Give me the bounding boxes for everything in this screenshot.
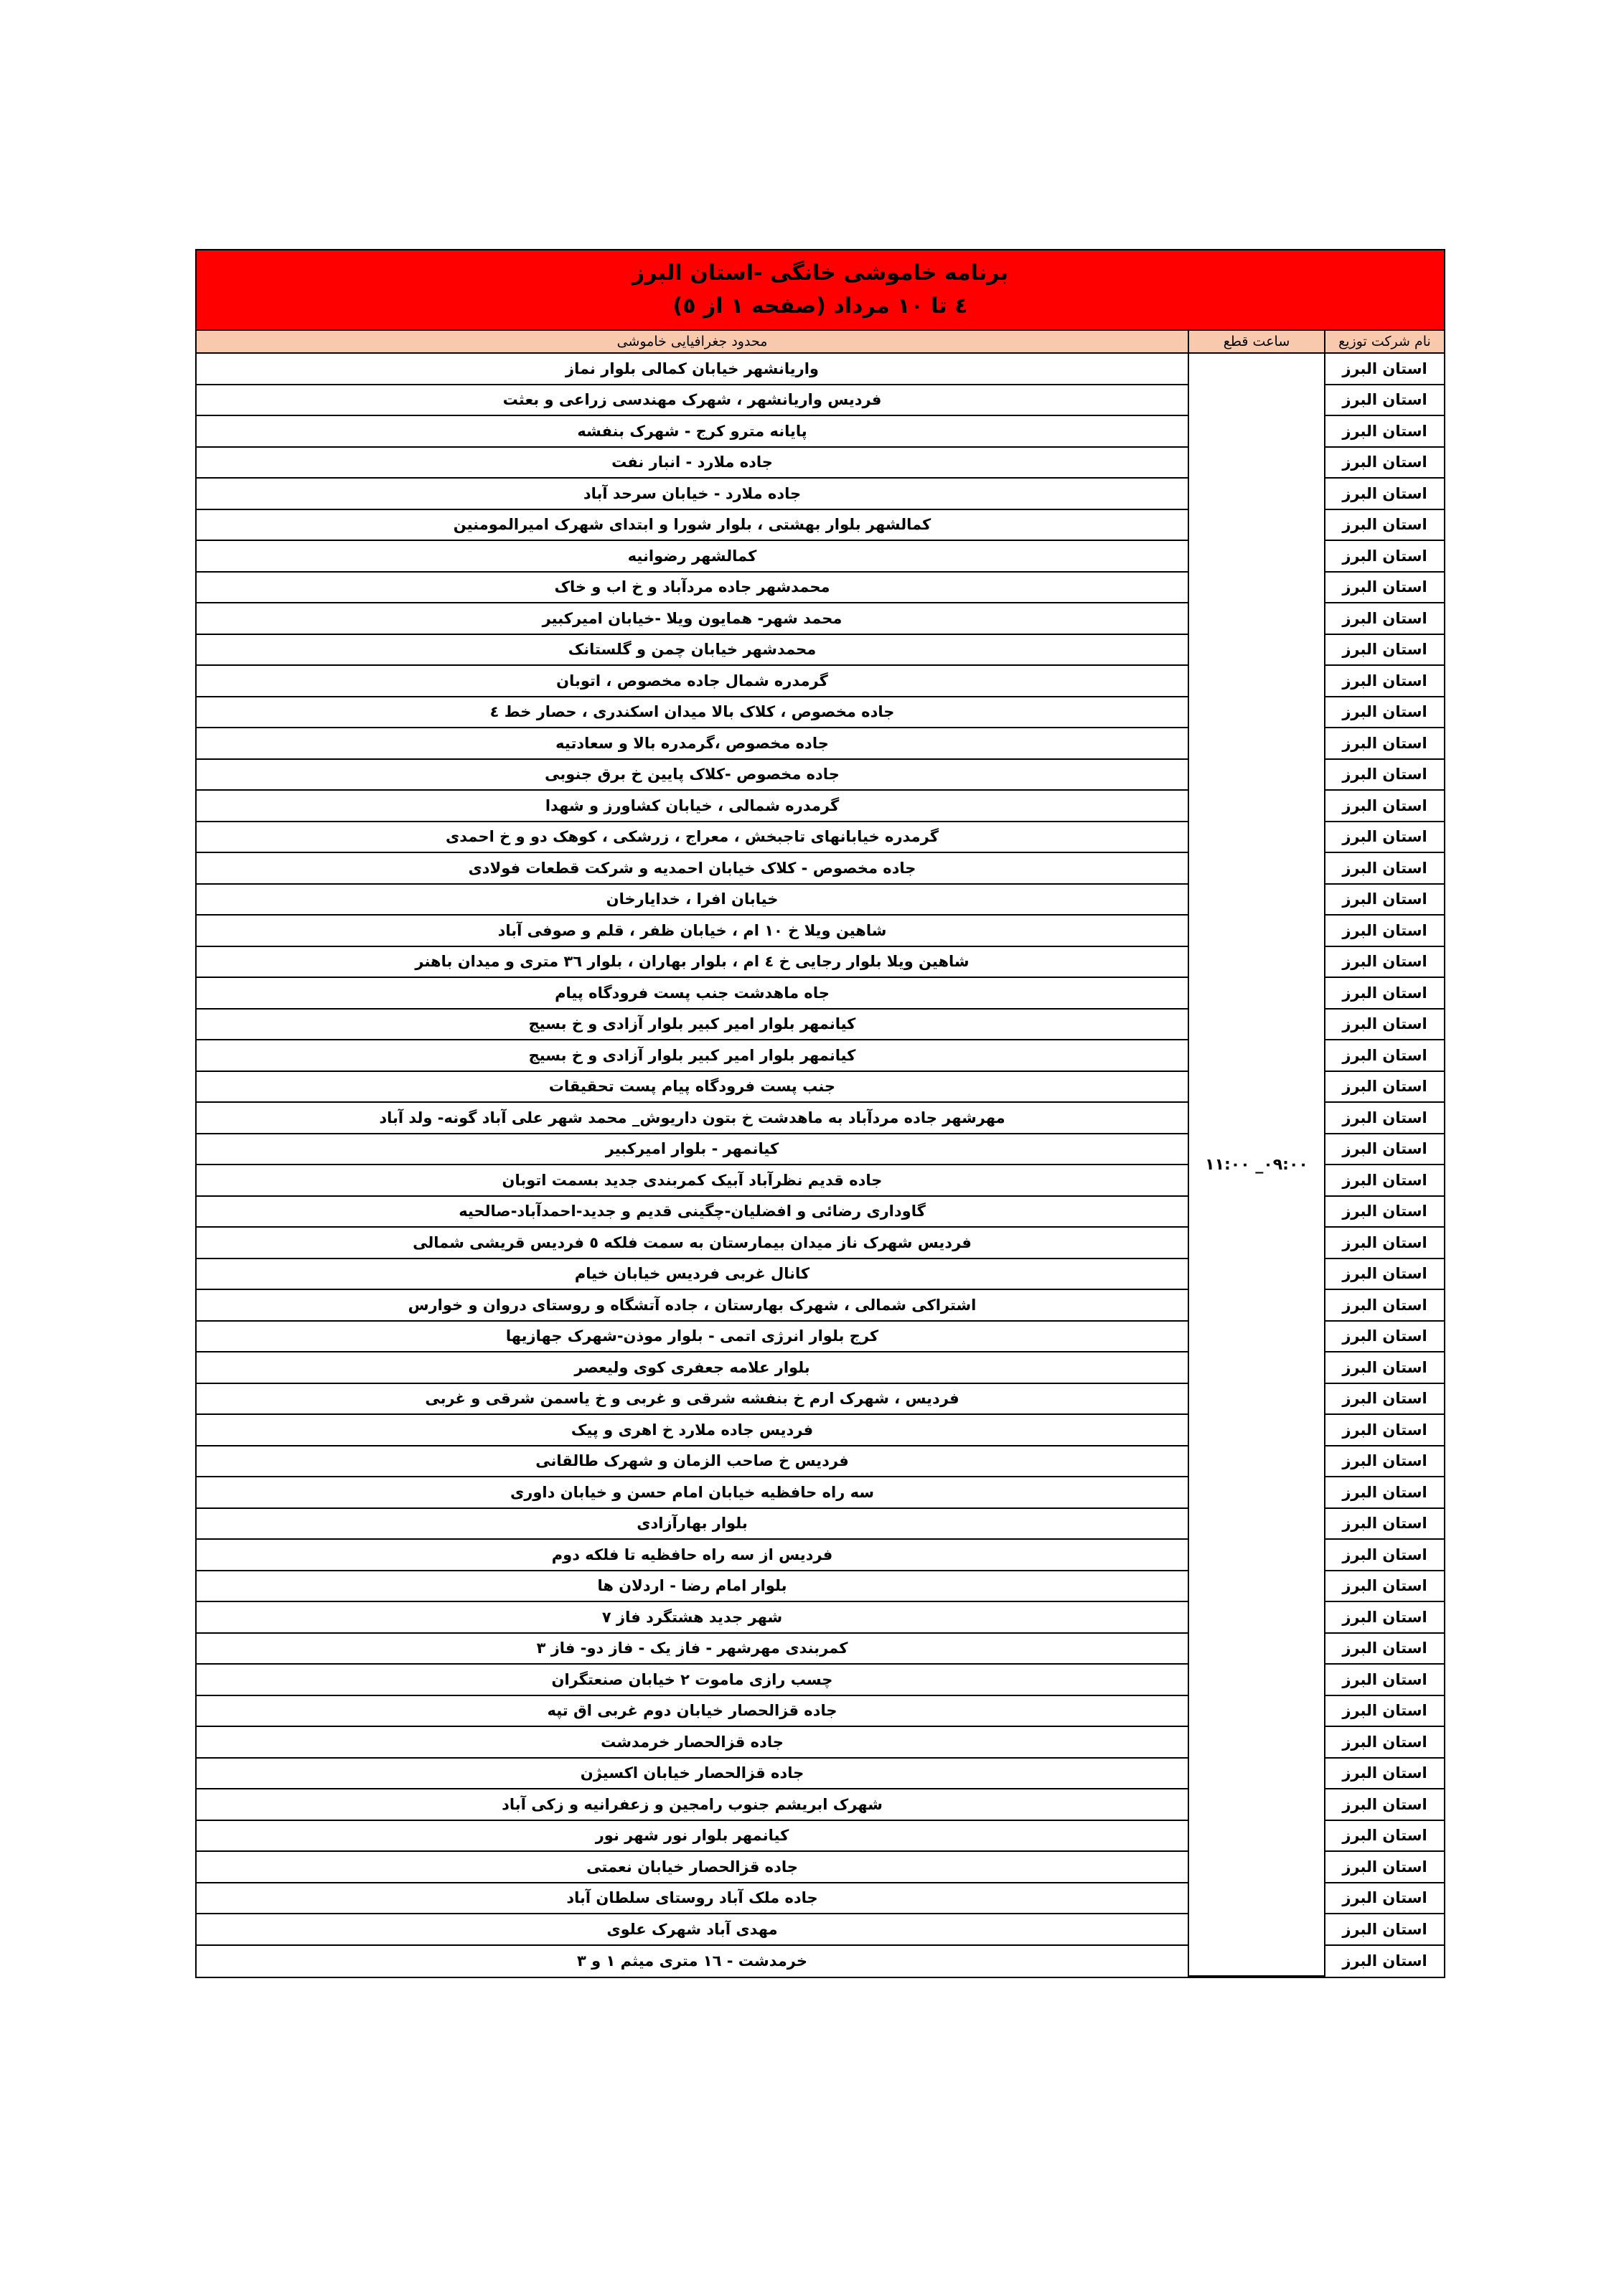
cell-company: استان البرز xyxy=(1325,1102,1444,1134)
cell-company: استان البرز xyxy=(1325,1758,1444,1789)
cell-area: جاده مخصوص ،گرمدره بالا و سعادتیه xyxy=(197,728,1188,759)
cell-area: جاده قزالحصار خیابان دوم غربی اق تپه xyxy=(197,1695,1188,1727)
cell-company: استان البرز xyxy=(1325,1851,1444,1883)
cell-area: مهدی آباد شهرک علوی xyxy=(197,1914,1188,1945)
cell-company: استان البرز xyxy=(1325,1414,1444,1446)
cell-area: گرمدره شمال جاده مخصوص ، اتوبان xyxy=(197,665,1188,697)
cell-area: جاده مخصوص ، کلاک بالا میدان اسکندری ، حصار خط ٤ xyxy=(197,697,1188,728)
cell-area: گرمدره شمالی ، خیابان کشاورز و شهدا xyxy=(197,790,1188,822)
cell-area: جاده ملارد - خیابان سرحد آباد xyxy=(197,478,1188,509)
cell-company: استان البرز xyxy=(1325,1633,1444,1665)
cell-company: استان البرز xyxy=(1325,790,1444,822)
cell-company: استان البرز xyxy=(1325,1820,1444,1852)
cell-area: شهر جدید هشتگرد فاز ٧ xyxy=(197,1601,1188,1633)
cell-company: استان البرز xyxy=(1325,884,1444,916)
header-time: ساعت قطع xyxy=(1188,331,1325,353)
cell-company: استان البرز xyxy=(1325,822,1444,853)
cell-company: استان البرز xyxy=(1325,1914,1444,1945)
cell-time: ۰۹:۰۰_ ۱۱:۰۰ xyxy=(1188,353,1325,1976)
cell-company: استان البرز xyxy=(1325,1009,1444,1040)
cell-company: استان البرز xyxy=(1325,852,1444,884)
cell-area: محمد شهر- همایون ویلا -خیابان امیرکبیر xyxy=(197,603,1188,634)
cell-company: استان البرز xyxy=(1325,353,1444,385)
cell-company: استان البرز xyxy=(1325,540,1444,572)
cell-area: جاده قزالحصار خیابان اکسیژن xyxy=(197,1758,1188,1789)
cell-area: جاده قدیم نظرآباد آبیک کمربندی جدید بسمت اتوبان xyxy=(197,1165,1188,1196)
cell-area: کیانمهر - بلوار امیرکبیر xyxy=(197,1134,1188,1165)
cell-area: چسب رازی ماموت ٢ خیابان صنعتگران xyxy=(197,1664,1188,1695)
table-body xyxy=(197,353,1444,1976)
cell-area: فردیس جاده ملارد خ اهری و پیک xyxy=(197,1414,1188,1446)
cell-company: استان البرز xyxy=(1325,1571,1444,1602)
page-title: برنامه خاموشی خانگی -استان البرز xyxy=(632,260,1009,286)
cell-area: بلوار بهارآزادی xyxy=(197,1508,1188,1540)
cell-company: استان البرز xyxy=(1325,1383,1444,1415)
cell-area: جاده ملارد - انبار نفت xyxy=(197,447,1188,479)
cell-area: کمالشهر رضوانیه xyxy=(197,540,1188,572)
cell-area: گاوداری رضائی و افضلیان-چگینی قدیم و جدید-احمدآباد-صالحیه xyxy=(197,1196,1188,1228)
cell-company: استان البرز xyxy=(1325,634,1444,666)
cell-area: جنب پست فرودگاه پیام پست تحقیقات xyxy=(197,1071,1188,1103)
cell-company: استان البرز xyxy=(1325,1258,1444,1290)
cell-area: خرمدشت - ١٦ متری میثم ١ و ٣ xyxy=(577,1952,807,1970)
cell-area: جاده مخصوص -کلاک پایین خ برق جنوبی xyxy=(197,759,1188,791)
cell-area: کیانمهر بلوار امیر کبیر بلوار آزادی و خ بسیج xyxy=(197,1040,1188,1071)
cell-area: فردیس شهرک ناز میدان بیمارستان به سمت فلکه ٥ فردیس قریشی شمالی xyxy=(197,1227,1188,1258)
cell-company: استان البرز xyxy=(1325,509,1444,541)
cell-company: استان البرز xyxy=(1325,1352,1444,1383)
cell-company: استان البرز xyxy=(1325,1040,1444,1071)
cell-area: خیابان افرا ، خدایارخان xyxy=(197,884,1188,916)
cell-company: استان البرز xyxy=(1325,759,1444,791)
cell-area: فردیس ، شهرک ارم خ بنفشه شرقی و غربی و خ یاسمن شرقی و غربی xyxy=(197,1383,1188,1415)
cell-company: استان البرز xyxy=(1325,478,1444,509)
cell-company: استان البرز xyxy=(1325,572,1444,603)
page-subtitle: ٤ تا ١٠ مرداد (صفحه ١ از ٥) xyxy=(672,293,968,319)
cell-company: استان البرز xyxy=(1325,1227,1444,1258)
cell-company: استان البرز xyxy=(1325,1945,1444,1977)
cell-company: استان البرز xyxy=(1325,1289,1444,1321)
cell-area: فردیس واریانشهر ، شهرک مهندسی زراعی و بعثت xyxy=(197,385,1188,416)
cell-area: کرج بلوار انرژی اتمی - بلوار موذن-شهرک جهازیها xyxy=(197,1321,1188,1352)
cell-area: واریانشهر خیابان کمالی بلوار نماز xyxy=(197,353,1188,385)
cell-area: جاده ملک آباد روستای سلطان آباد xyxy=(197,1883,1188,1914)
table-header-row xyxy=(197,331,1444,353)
cell-company: استان البرز xyxy=(1325,1789,1444,1820)
cell-company: استان البرز xyxy=(1325,697,1444,728)
cell-area: جاده قزالحصار خیابان نعمتی xyxy=(197,1851,1188,1883)
cell-area: محمدشهر خیابان چمن و گلستانک xyxy=(197,634,1188,666)
cell-area: بلوار امام رضا - اردلان ها xyxy=(197,1571,1188,1602)
cell-company: استان البرز xyxy=(1325,447,1444,479)
cell-area: جاه ماهدشت جنب پست فرودگاه پیام xyxy=(197,977,1188,1009)
cell-company: استان البرز xyxy=(1325,665,1444,697)
cell-company: استان البرز xyxy=(1325,1664,1444,1695)
cell-area: فردیس از سه راه حافظیه تا فلکه دوم xyxy=(197,1539,1188,1571)
header-company: نام شرکت توزیع xyxy=(1325,331,1444,353)
cell-company: استان البرز xyxy=(1325,1508,1444,1540)
cell-area: شاهین ویلا بلوار رجایی خ ٤ ام ، بلوار بهاران ، بلوار ٣٦ متری و میدان باهنر xyxy=(197,946,1188,978)
title-banner xyxy=(197,250,1444,331)
cell-company: استان البرز xyxy=(1325,1196,1444,1228)
cell-area: کمالشهر بلوار بهشتی ، بلوار شورا و ابتدای شهرک امیرالمومنین xyxy=(197,509,1188,541)
cell-area: شاهین ویلا خ ١٠ ام ، خیابان ظفر ، قلم و صوفی آباد xyxy=(197,915,1188,946)
cell-company: استان البرز xyxy=(1325,1446,1444,1477)
cell-company: استان البرز xyxy=(1325,1477,1444,1508)
cell-area: پایانه مترو کرج - شهرک بنفشه xyxy=(197,415,1188,447)
cell-area: کمربندی مهرشهر - فاز یک - فاز دو- فاز ٣ xyxy=(197,1633,1188,1665)
cell-company: استان البرز xyxy=(1325,415,1444,447)
cell-company: استان البرز xyxy=(1325,1726,1444,1758)
cell-area: بلوار علامه جعفری کوی ولیعصر xyxy=(197,1352,1188,1383)
cell-company: استان البرز xyxy=(1325,1601,1444,1633)
cell-area: مهرشهر جاده مردآباد به ماهدشت خ بتون داریوش_ محمد شهر علی آباد گونه- ولد آباد xyxy=(197,1102,1188,1134)
cell-area: فردیس خ صاحب الزمان و شهرک طالقانی xyxy=(197,1446,1188,1477)
outage-table xyxy=(197,331,1444,1977)
cell-company: استان البرز xyxy=(1325,728,1444,759)
cell-area: اشتراکی شمالی ، شهرک بهارستان ، جاده آتشگاه و روستای دروان و خوارس xyxy=(197,1289,1188,1321)
cell-company: استان البرز xyxy=(1325,946,1444,978)
cell-company: استان البرز xyxy=(1325,385,1444,416)
cell-area: شهرک ابریشم جنوب رامجین و زعفرانیه و زکی آباد xyxy=(197,1789,1188,1820)
cell-company: استان البرز xyxy=(1325,1695,1444,1727)
cell-company: استان البرز xyxy=(1325,1071,1444,1103)
cell-company: استان البرز xyxy=(1325,1883,1444,1914)
cell-company: استان البرز xyxy=(1325,1539,1444,1571)
cell-company: استان البرز xyxy=(1325,603,1444,634)
cell-area: محمدشهر جاده مردآباد و خ اب و خاک xyxy=(197,572,1188,603)
header-area: محدود جغرافیایی خاموشی xyxy=(197,331,1188,353)
cell-area: جاده قزالحصار خرمدشت xyxy=(197,1726,1188,1758)
cell-area: جاده مخصوص - کلاک خیابان احمدیه و شرکت قطعات فولادی xyxy=(197,852,1188,884)
cell-area: کیانمهر بلوار امیر کبیر بلوار آزادی و خ بسیج xyxy=(197,1009,1188,1040)
cell-area: کانال غربی فردیس خیابان خیام xyxy=(197,1258,1188,1290)
cell-area: کیانمهر بلوار نور شهر نور xyxy=(197,1820,1188,1852)
cell-company: استان البرز xyxy=(1325,1134,1444,1165)
cell-company: استان البرز xyxy=(1325,1165,1444,1196)
cell-area: سه راه حافظیه خیابان امام حسن و خیابان داوری xyxy=(197,1477,1188,1508)
cell-area: گرمدره خیابانهای تاجبخش ، معراج ، زرشکی ، کوهک دو و خ احمدی xyxy=(197,822,1188,853)
cell-company: استان البرز xyxy=(1325,977,1444,1009)
cell-company: استان البرز xyxy=(1325,1321,1444,1352)
table-row xyxy=(197,353,1444,385)
cell-company: استان البرز xyxy=(1325,915,1444,946)
outage-schedule-sheet xyxy=(195,249,1445,1978)
